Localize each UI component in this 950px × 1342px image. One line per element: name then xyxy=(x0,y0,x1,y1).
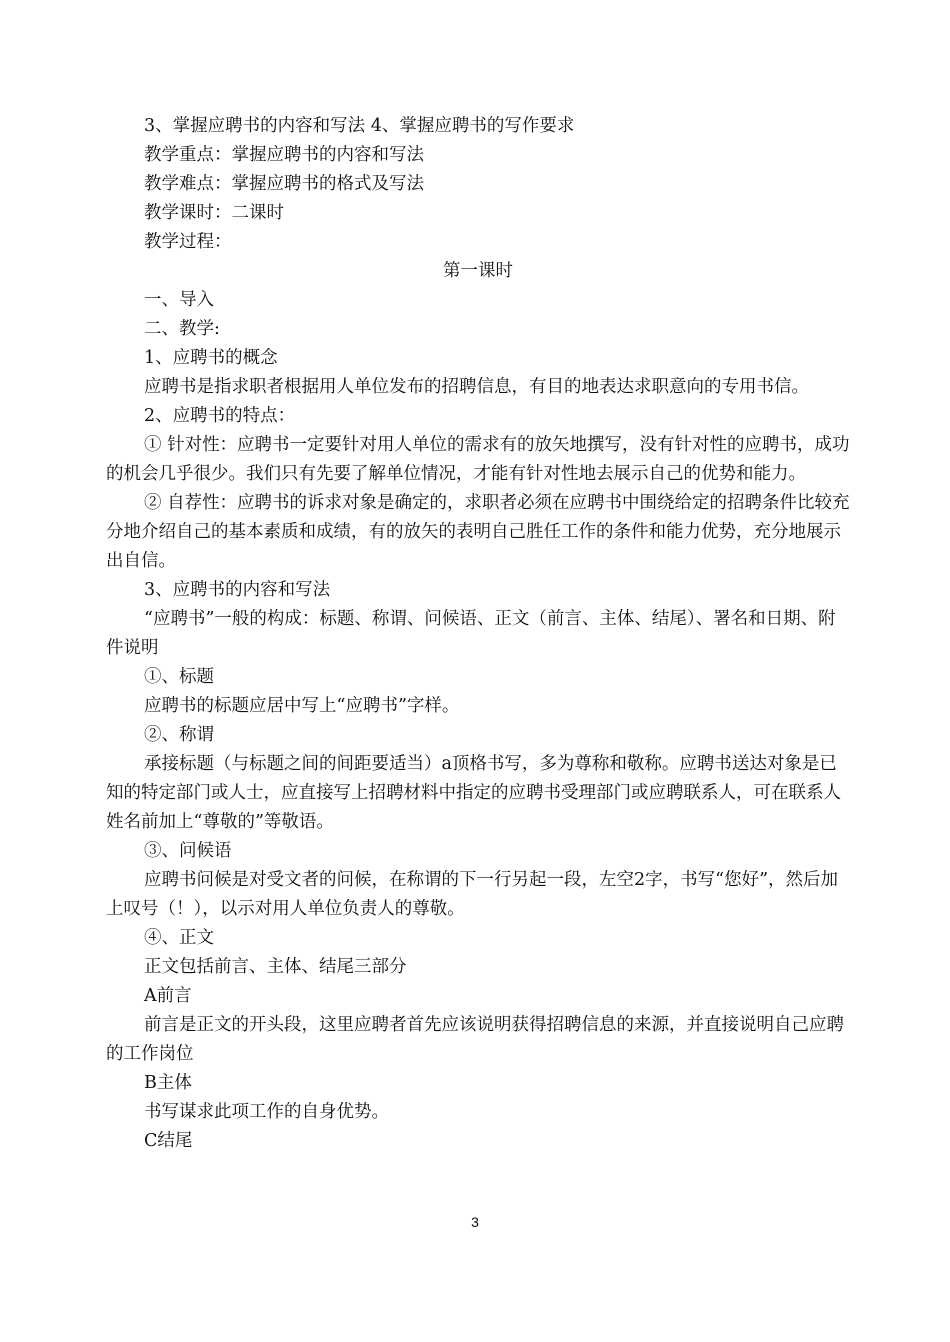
teaching-focus: 教学重点：掌握应聘书的内容和写法 xyxy=(144,145,424,165)
paragraph: 承接标题（与标题之间的间距要适当）a顶格书写，多为尊称和敬称。应聘书送达对象是已知的特定部门或人士，应直接写上招聘材料中指定的应聘书受理部门或应聘联系人，可在联系人姓名前加上“尊敬的”等敬语。 xyxy=(106,754,841,832)
subheading: ①、标题 xyxy=(144,667,214,687)
paragraph: 应聘书是指求职者根据用人单位发布的招聘信息，有目的地表达求职意向的专用书信。 xyxy=(144,377,809,397)
objective-line: 3、掌握应聘书的内容和写法 4、掌握应聘书的写作要求 xyxy=(144,116,575,136)
subheading: 3、应聘书的内容和写法 xyxy=(144,580,331,600)
paragraph: 前言是正文的开头段，这里应聘者首先应该说明获得招聘信息的来源，并直接说明自己应聘的工作岗位 xyxy=(106,1015,844,1064)
paragraph: ② 自荐性：应聘书的诉求对象是确定的，求职者必须在应聘书中围绕给定的招聘条件比较充分地介绍自己的基本素质和成绩，有的放矢的表明自己胜任工作的条件和能力优势，充分地展示出自信。 xyxy=(106,493,850,571)
paragraph: 书写谋求此项工作的自身优势。 xyxy=(144,1102,389,1122)
subheading: A前言 xyxy=(144,986,192,1006)
list-item: 一、导入 xyxy=(144,290,214,310)
subheading: ②、称谓 xyxy=(144,725,214,745)
document-body xyxy=(106,112,850,1156)
subheading: 1、应聘书的概念 xyxy=(144,348,278,368)
subheading: C结尾 xyxy=(144,1131,193,1151)
paragraph: 应聘书的标题应居中写上“应聘书”字样。 xyxy=(144,696,460,716)
paragraph: ① 针对性：应聘书一定要针对用人单位的需求有的放矢地撰写，没有针对性的应聘书，成功的机会几乎很少。我们只有先要了解单位情况，才能有针对性地去展示自己的优势和能力。 xyxy=(106,435,850,484)
subheading: 2、应聘书的特点： xyxy=(144,406,296,426)
teaching-hours: 教学课时：二课时 xyxy=(144,203,284,223)
subheading: B主体 xyxy=(144,1073,192,1093)
paragraph: 应聘书问候是对受文者的问候，在称谓的下一行另起一段，左空2字，书写“您好”，然后加上叹号（！），以示对用人单位负责人的尊敬。 xyxy=(106,870,839,919)
teaching-difficulty: 教学难点：掌握应聘书的格式及写法 xyxy=(144,174,424,194)
page-number: 3 xyxy=(471,1214,479,1230)
section-heading: 第一课时 xyxy=(443,261,513,281)
subheading: ③、问候语 xyxy=(144,841,232,861)
paragraph: “应聘书”一般的构成：标题、称谓、问候语、正文（前言、主体、结尾）、署名和日期、附件说明 xyxy=(106,609,836,658)
teaching-process-label: 教学过程： xyxy=(144,232,232,252)
list-item: 二、教学: xyxy=(144,319,220,339)
subheading: ④、正文 xyxy=(144,928,214,948)
paragraph: 正文包括前言、主体、结尾三部分 xyxy=(144,957,407,977)
